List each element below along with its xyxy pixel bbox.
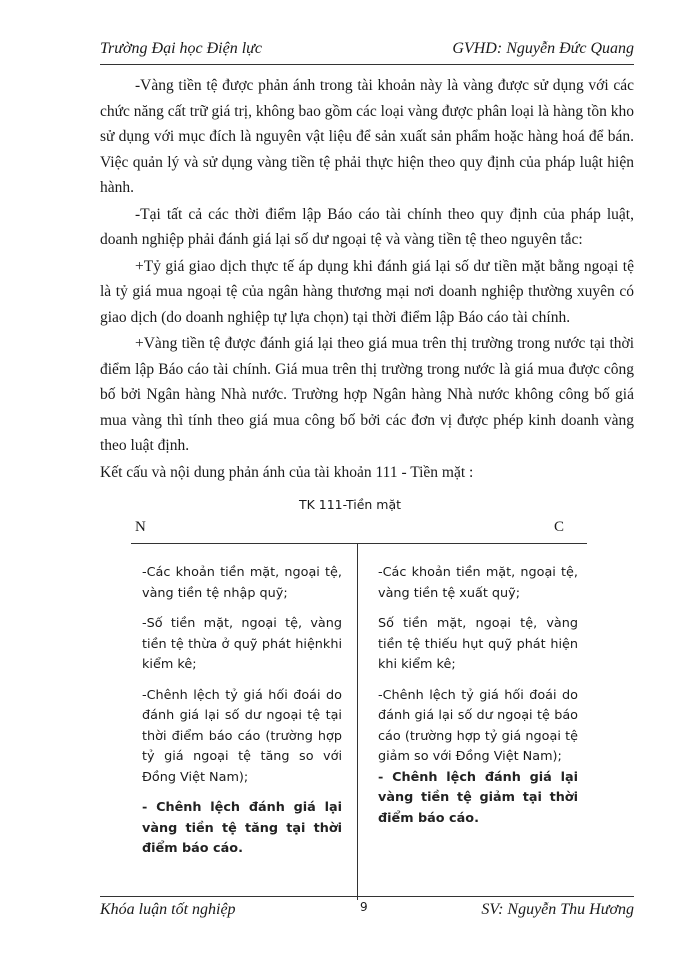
debit-column [142,563,342,870]
paragraph: +Tỷ giá giao dịch thực tế áp dụng khi đánh giá lại số dư tiền mặt bằng ngoại tệ là tỷ giá mua ngoại tệ của ngân hàng thương mại nơi doanh nghiệp thường xuyên có giao dịch (do doanh nghiệp tự lựa chọn) tại thời điểm lập Báo cáo tài chính. [100,257,634,326]
credit-item: - Chênh lệch đánh giá lại vàng tiền tệ giảm tại thời điểm báo cáo. [378,769,578,826]
credit-item: -Chênh lệch tỷ giá hối đoái do đánh giá lại số dư ngoại tệ báo cáo (trường hợp tỷ giá ngoại tệ giảm so với Đồng Việt Nam); [378,687,578,764]
header-advisor: GVHD: Nguyễn Đức Quang [452,40,634,57]
footer-thesis: Khóa luận tốt nghiệp [100,901,236,918]
page-header [100,40,634,65]
debit-item: -Chênh lệch tỷ giá hối đoái do đánh giá lại số dư ngoại tệ tại thời điểm báo cáo (trường hợp tỷ giá ngoại tệ tăng so với Đồng Việt Nam); [142,687,342,785]
paragraph: -Vàng tiền tệ được phản ánh trong tài khoản này là vàng được sử dụng với các chức năng cất trữ giá trị, không bao gồm các loại vàng được phân loại là hàng tồn kho sử dụng với mục đích là nguyên vật liệu để sản xuất sản phẩm hoặc hàng hoá để bán. Việc quản lý và sử dụng vàng tiền tệ phải thực hiện theo quy định của pháp luật hiện hành. [100,77,634,196]
footer-student: SV: Nguyễn Thu Hương [481,901,634,918]
debit-item: -Các khoản tiền mặt, ngoại tệ, vàng tiền tệ nhập quỹ; [142,565,342,601]
debit-side-label: N [135,519,146,535]
t-account-title: TK 111-Tiền mặt [298,497,402,512]
document-body [100,73,634,486]
header-school: Trường Đại học Điện lực [100,40,262,57]
paragraph: -Tại tất cả các thời điểm lập Báo cáo tài chính theo quy định của pháp luật, doanh nghiệp phải đánh giá lại số dư ngoại tệ và vàng tiền tệ theo nguyên tắc: [100,205,634,248]
debit-item: - Chênh lệch đánh giá lại vàng tiền tệ tăng tại thời điểm báo cáo. [142,800,342,856]
intro-line: Kết cấu và nội dung phản ánh của tài khoản 111 - Tiền mặt : [100,463,474,481]
credit-column [378,563,578,839]
page-number: 9 [360,900,368,914]
credit-item: -Các khoản tiền mặt, ngoại tệ, vàng tiền tệ xuất quỹ; [378,565,578,601]
t-account-horizontal-rule [131,543,587,544]
page-footer [100,896,634,923]
t-account-vertical-rule [357,543,358,900]
paragraph: +Vàng tiền tệ được đánh giá lại theo giá mua trên thị trường trong nước tại thời điểm lập Báo cáo tài chính. Giá mua trên thị trường trong nước là giá mua được công bố bởi Ngân hàng Nhà nước. Trường hợp Ngân hàng Nhà nước không công bố giá mua vàng thì tính theo giá mua công bố bởi các đơn vị được phép kinh doanh vàng theo luật định. [100,335,634,454]
credit-side-label: C [554,519,565,535]
credit-item: Số tiền mặt, ngoại tệ, vàng tiền tệ thiếu hụt quỹ phát hiện khi kiểm kê; [378,616,578,672]
debit-item: -Số tiền mặt, ngoại tệ, vàng tiền tệ thừa ở quỹ phát hiệnkhi kiểm kê; [142,616,342,672]
